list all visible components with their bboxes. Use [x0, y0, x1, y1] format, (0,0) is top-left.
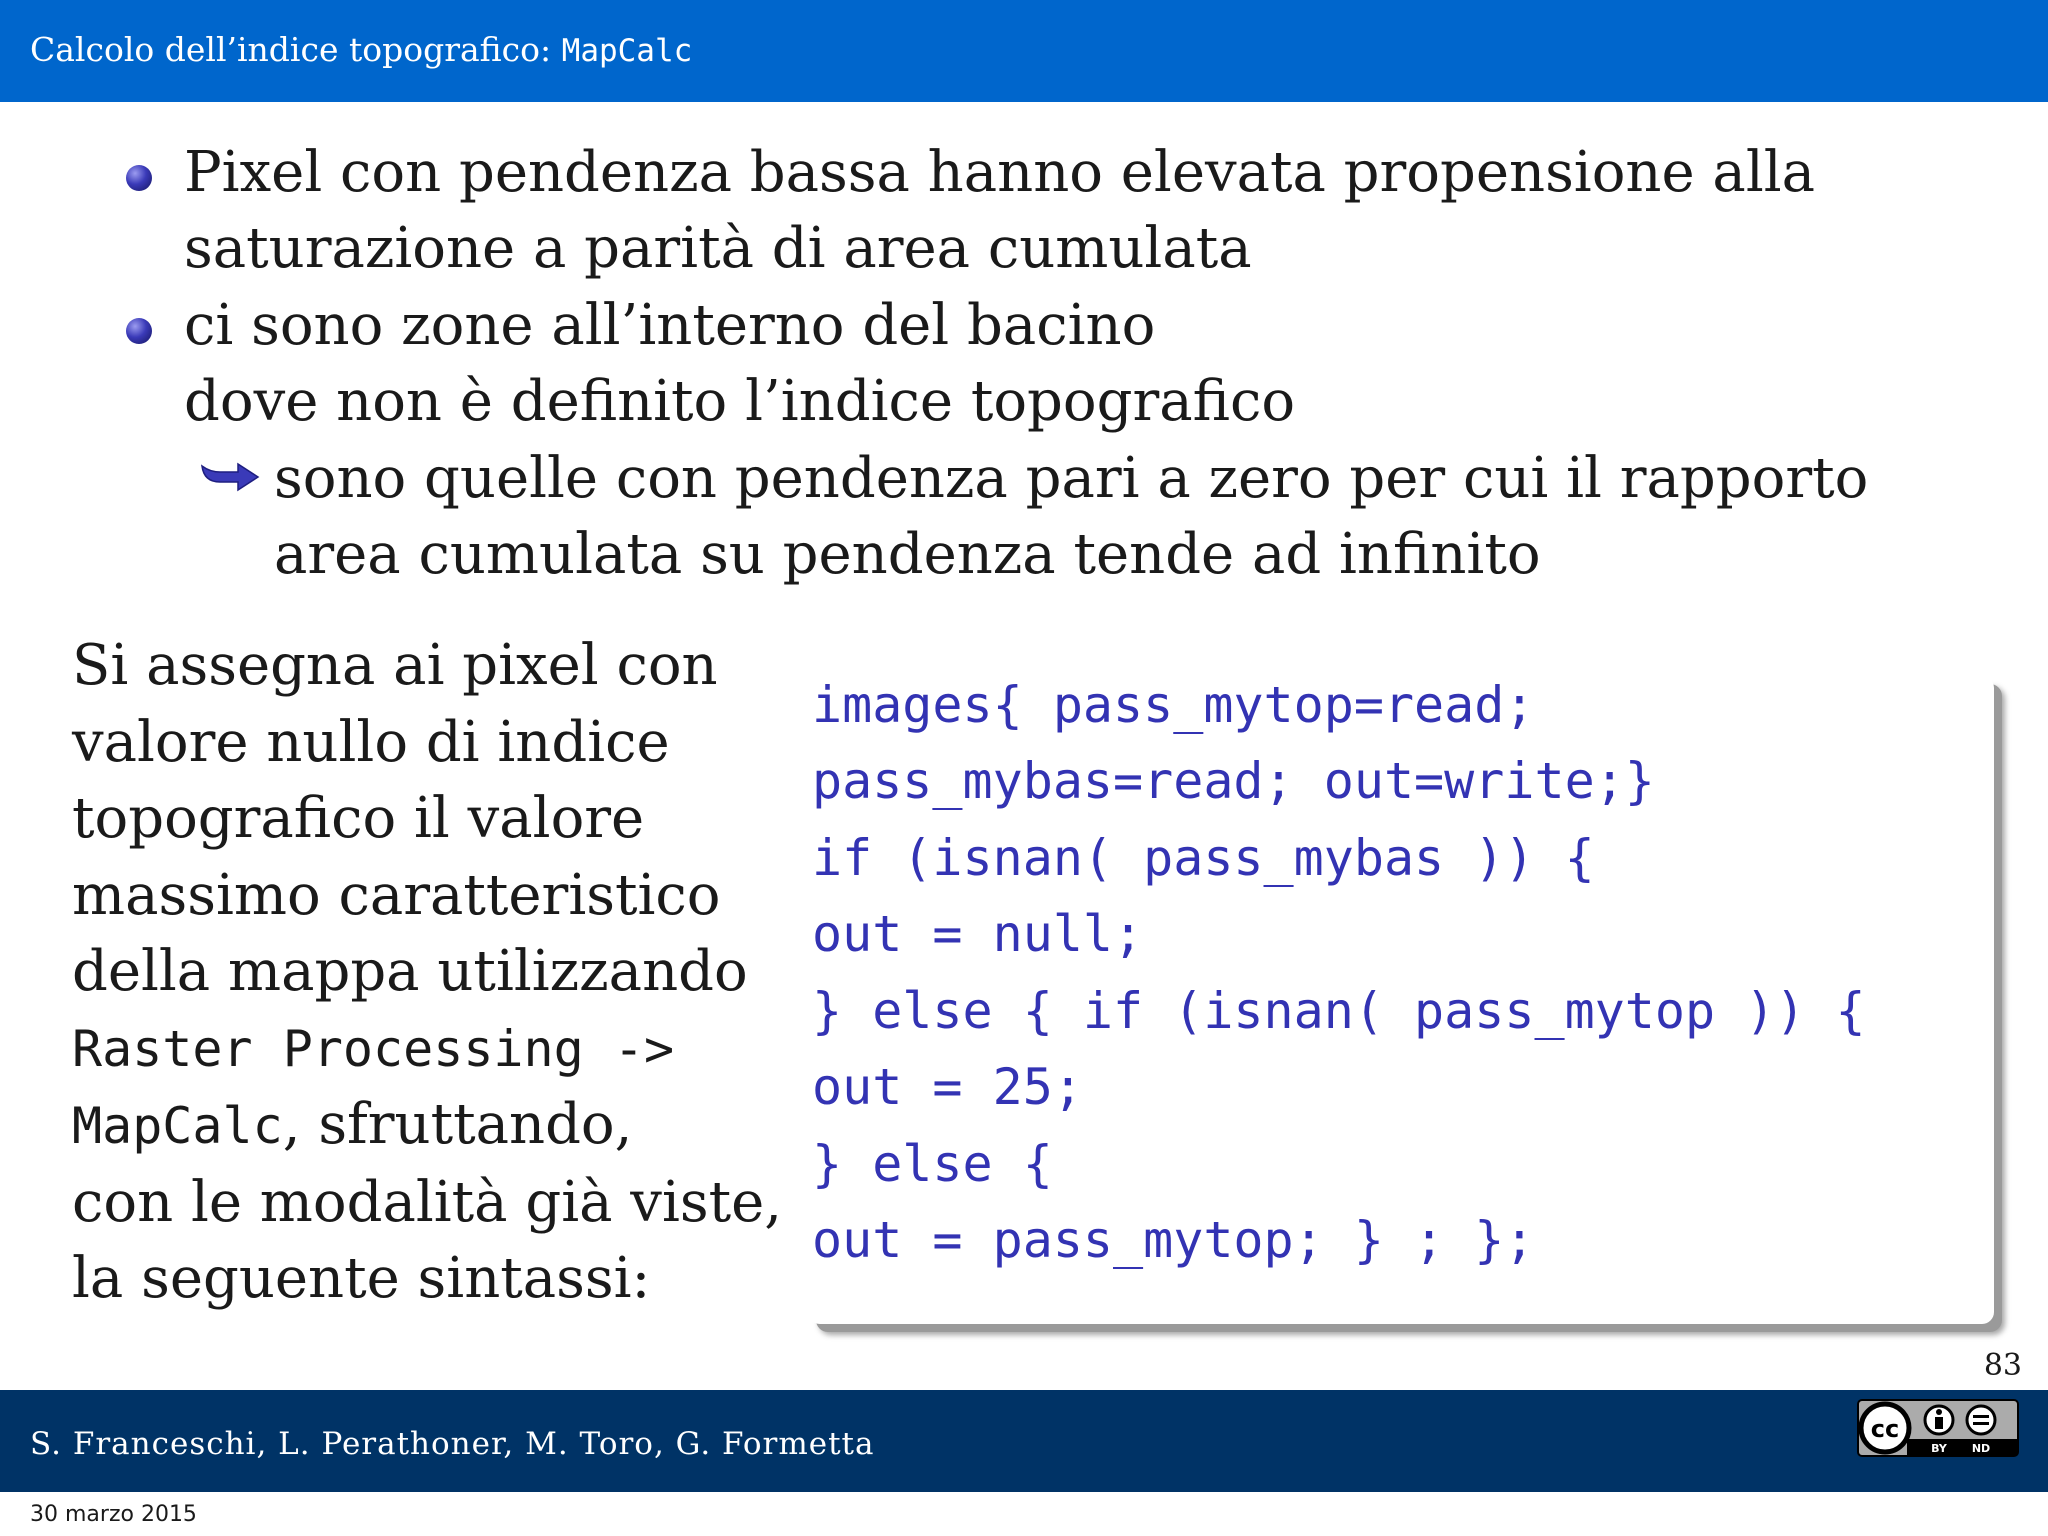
- slide-title-code: MapCalc: [561, 33, 693, 69]
- code-line: out = 25;: [812, 1058, 1083, 1116]
- slide-title-text: Calcolo dell’indice topografico:: [30, 30, 562, 69]
- sub-bullet-line-1: sono quelle con pendenza pari a zero per cui il rapporto: [274, 446, 1869, 511]
- footer-date: 30 marzo 2015: [30, 1502, 197, 1527]
- license-by-label: BY: [1931, 1442, 1947, 1455]
- menu-item: MapCalc: [72, 1097, 283, 1155]
- code-line: } else {: [812, 1135, 1053, 1193]
- footer-authors: S. Franceschi, L. Perathoner, M. Toro, G. Formetta: [30, 1426, 875, 1462]
- arrow-right-icon: [198, 460, 262, 500]
- bullet-2-line-1: ci sono zone all’interno del bacino: [184, 293, 1156, 358]
- paragraph-line: valore nullo di indice: [72, 709, 670, 775]
- bullet-1-line-2: saturazione a parità di area cumulata: [184, 216, 1252, 281]
- instruction-paragraph: [72, 628, 783, 1318]
- paragraph-line: la seguente sintassi:: [72, 1246, 651, 1311]
- bullet-ball-icon: [126, 318, 152, 344]
- slide-title: [30, 30, 692, 69]
- paragraph-line: [72, 1087, 772, 1165]
- paragraph-line: Si assegna ai pixel con: [72, 633, 718, 698]
- paragraph-text: , sfruttando,: [282, 1092, 633, 1157]
- code-line: } else { if (isnan( pass_mytop )) {: [812, 982, 1866, 1040]
- code-line: if (isnan( pass_mybas )) {: [812, 829, 1595, 887]
- code-line: images{ pass_mytop=read;: [812, 676, 1535, 734]
- bullet-1-line-1: Pixel con pendenza bassa hanno elevata propensione alla: [184, 140, 1816, 205]
- code-line: out = null;: [812, 905, 1144, 963]
- license-nd-label: ND: [1971, 1442, 1991, 1455]
- bullet-2-line-2: dove non è definito l’indice topografico: [184, 369, 1296, 434]
- page-number: 83: [1983, 1348, 2022, 1383]
- paragraph-line: della mappa utilizzando: [72, 939, 748, 1004]
- paragraph-line: con le modalità già viste,: [72, 1169, 783, 1235]
- paragraph-line: massimo caratteristico: [72, 862, 721, 928]
- code-line: out = pass_mytop; } ; };: [812, 1211, 1535, 1269]
- cc-by-nd-icon: [1857, 1399, 2019, 1457]
- paragraph-line: topografico il valore: [72, 786, 645, 851]
- code-line: pass_mybas=read; out=write;}: [812, 752, 1655, 810]
- svg-text:cc: cc: [1870, 1415, 1900, 1443]
- bullet-ball-icon: [126, 165, 152, 191]
- sub-bullet-line-2: area cumulata su pendenza tende ad infinito: [274, 522, 1541, 587]
- menu-path: Raster Processing ->: [72, 1019, 675, 1078]
